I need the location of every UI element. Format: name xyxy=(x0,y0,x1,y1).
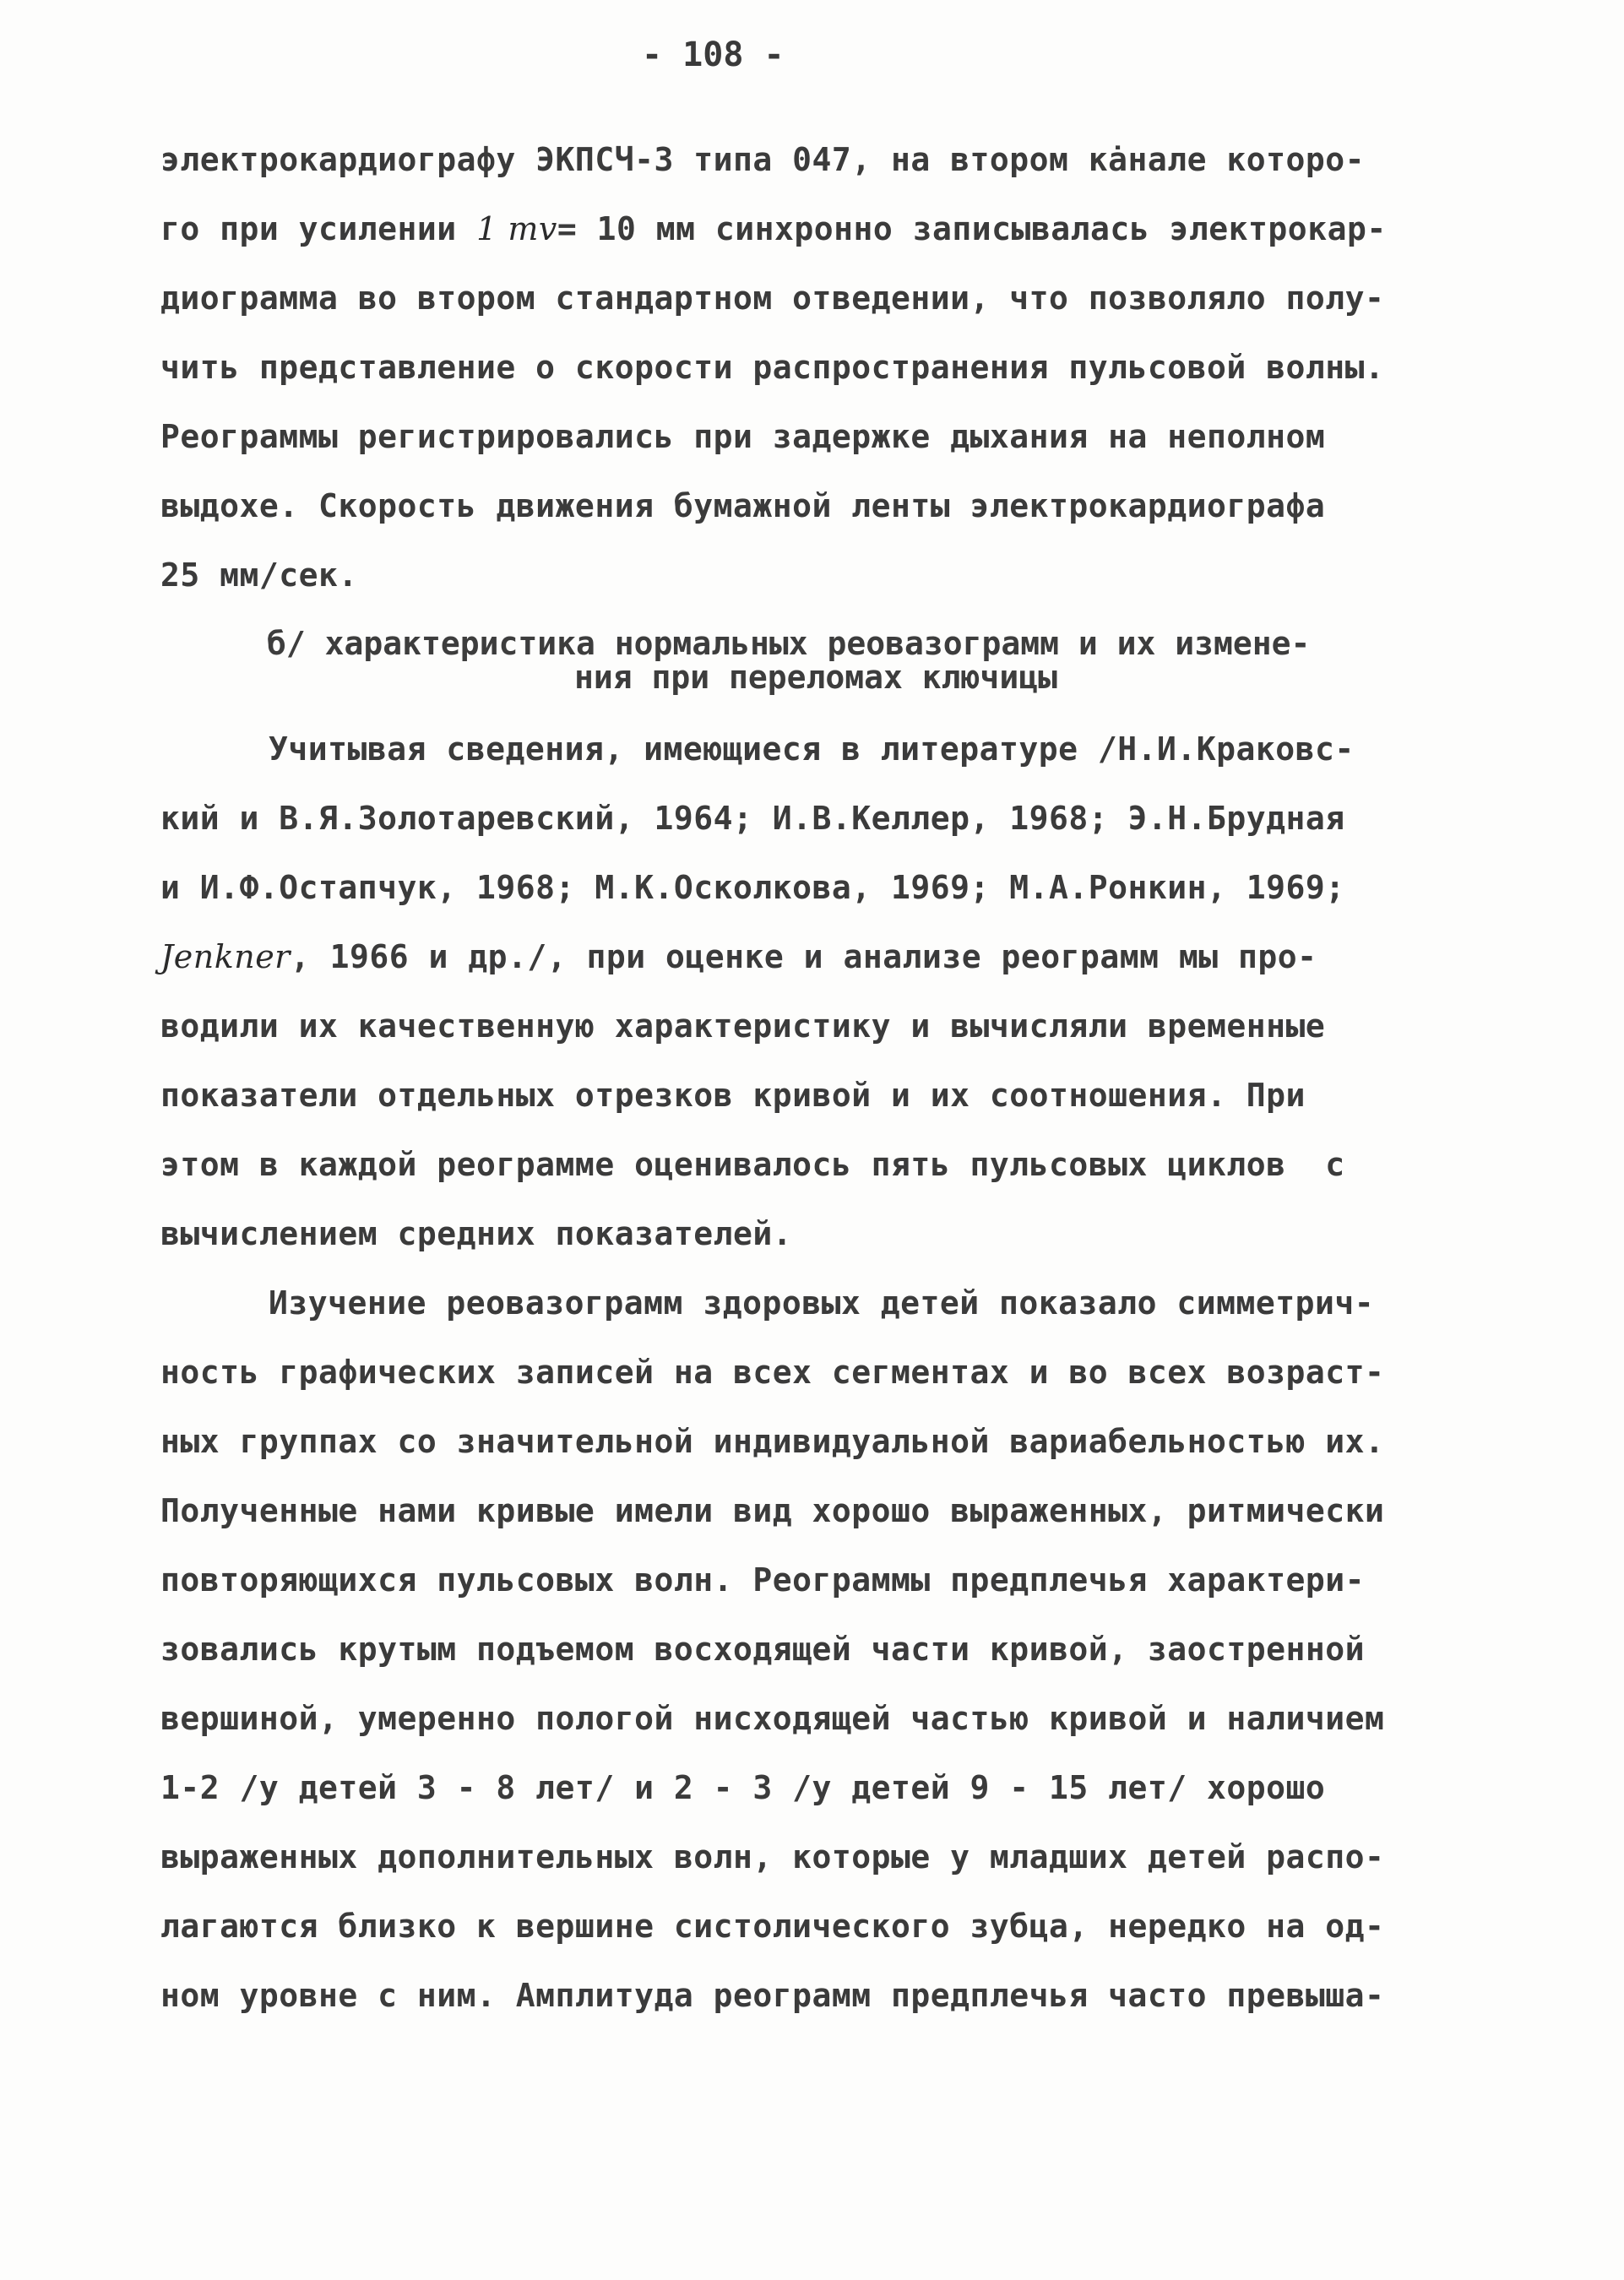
paragraph-3-line-10: лагаются близко к вершине систолического зубца, нередко на од- xyxy=(160,1908,1385,1945)
page-number: - 108 - xyxy=(642,35,785,74)
paragraph-2-line-2: кий и В.Я.Золотаревский, 1964; И.В.Келлер, 1968; Э.Н.Брудная xyxy=(160,800,1345,837)
paragraph-2-line-1: Учитывая сведения, имеющиеся в литературе /Н.И.Краковс- xyxy=(269,730,1355,768)
paragraph-3-line-11: ном уровне с ним. Амплитуда реограмм предплечья часто превыша- xyxy=(160,1977,1385,2014)
handwritten-unit: 1 mv xyxy=(476,210,557,247)
paragraph-1-line-1: электрокардиографу ЭКПСЧ-3 типа 047, на втором кȧнале которо- xyxy=(160,141,1366,178)
paragraph-2-line-7: этом в каждой реограмме оценивалось пять пульсовых циклов с xyxy=(160,1146,1345,1183)
paragraph-1-line-4: чить представление о скорости распространения пульсовой волны. xyxy=(160,349,1385,386)
paragraph-2-line-6: показатели отдельных отрезков кривой и их соотношения. При xyxy=(160,1077,1306,1114)
paragraph-3-line-9: выраженных дополнительных волн, которые у младших детей распо- xyxy=(160,1838,1385,1876)
paragraph-3-line-6: зовались крутым подъемом восходящей части кривой, заостренной xyxy=(160,1631,1366,1668)
paragraph-3-line-5: повторяющихся пульсовых волн. Реограммы предплечья характери- xyxy=(160,1561,1366,1599)
paragraph-3-line-1: Изучение реовазограмм здоровых детей показало симметрич- xyxy=(269,1284,1375,1322)
handwritten-author: Jenkner xyxy=(160,938,291,975)
paragraph-1-line-2 xyxy=(160,209,1387,248)
paragraph-2-line-5: водили их качественную характеристику и вычисляли временные xyxy=(160,1007,1326,1045)
section-heading-line-1: б/ характеристика нормальных реовазограмм и их измене- xyxy=(267,625,1311,662)
paragraph-2-line-4-text: , 1966 и др./, при оценке и анализе реограмм мы про- xyxy=(290,938,1317,975)
paragraph-1-line-2-text-a: го при усилении xyxy=(160,210,457,247)
paragraph-1-line-2-text-b: = 10 мм синхронно записывалась электрокар- xyxy=(557,210,1387,247)
paragraph-3-line-7: вершиной, умеренно пологой нисходящей частью кривой и наличием xyxy=(160,1700,1385,1737)
paragraph-3-line-3: ных группах со значительной индивидуальной вариабельностью их. xyxy=(160,1423,1385,1460)
paragraph-1-line-7: 25 мм/сек. xyxy=(160,556,358,594)
paragraph-2-line-3: и И.Ф.Остапчук, 1968; М.К.Осколкова, 1969; М.А.Ронкин, 1969; xyxy=(160,869,1345,906)
paragraph-1-line-3: диограмма во втором стандартном отведении, что позволяло полу- xyxy=(160,280,1385,317)
paragraph-1-line-6: выдохе. Скорость движения бумажной ленты электрокардиографа xyxy=(160,487,1326,524)
paragraph-2-line-8: вычислением средних показателей. xyxy=(160,1215,793,1252)
section-heading-line-2: ния при переломах ключицы xyxy=(574,659,1057,696)
paragraph-2-line-4 xyxy=(160,937,1317,976)
paragraph-3-line-2: ность графических записей на всех сегментах и во всех возраст- xyxy=(160,1354,1385,1391)
paragraph-3-line-8: 1-2 /у детей 3 - 8 лет/ и 2 - 3 /у детей 9 - 15 лет/ хорошо xyxy=(160,1769,1326,1806)
paragraph-1-line-5: Реограммы регистрировались при задержке дыхания на неполном xyxy=(160,418,1326,455)
paragraph-3-line-4: Полученные нами кривые имели вид хорошо выраженных, ритмически xyxy=(160,1492,1385,1529)
